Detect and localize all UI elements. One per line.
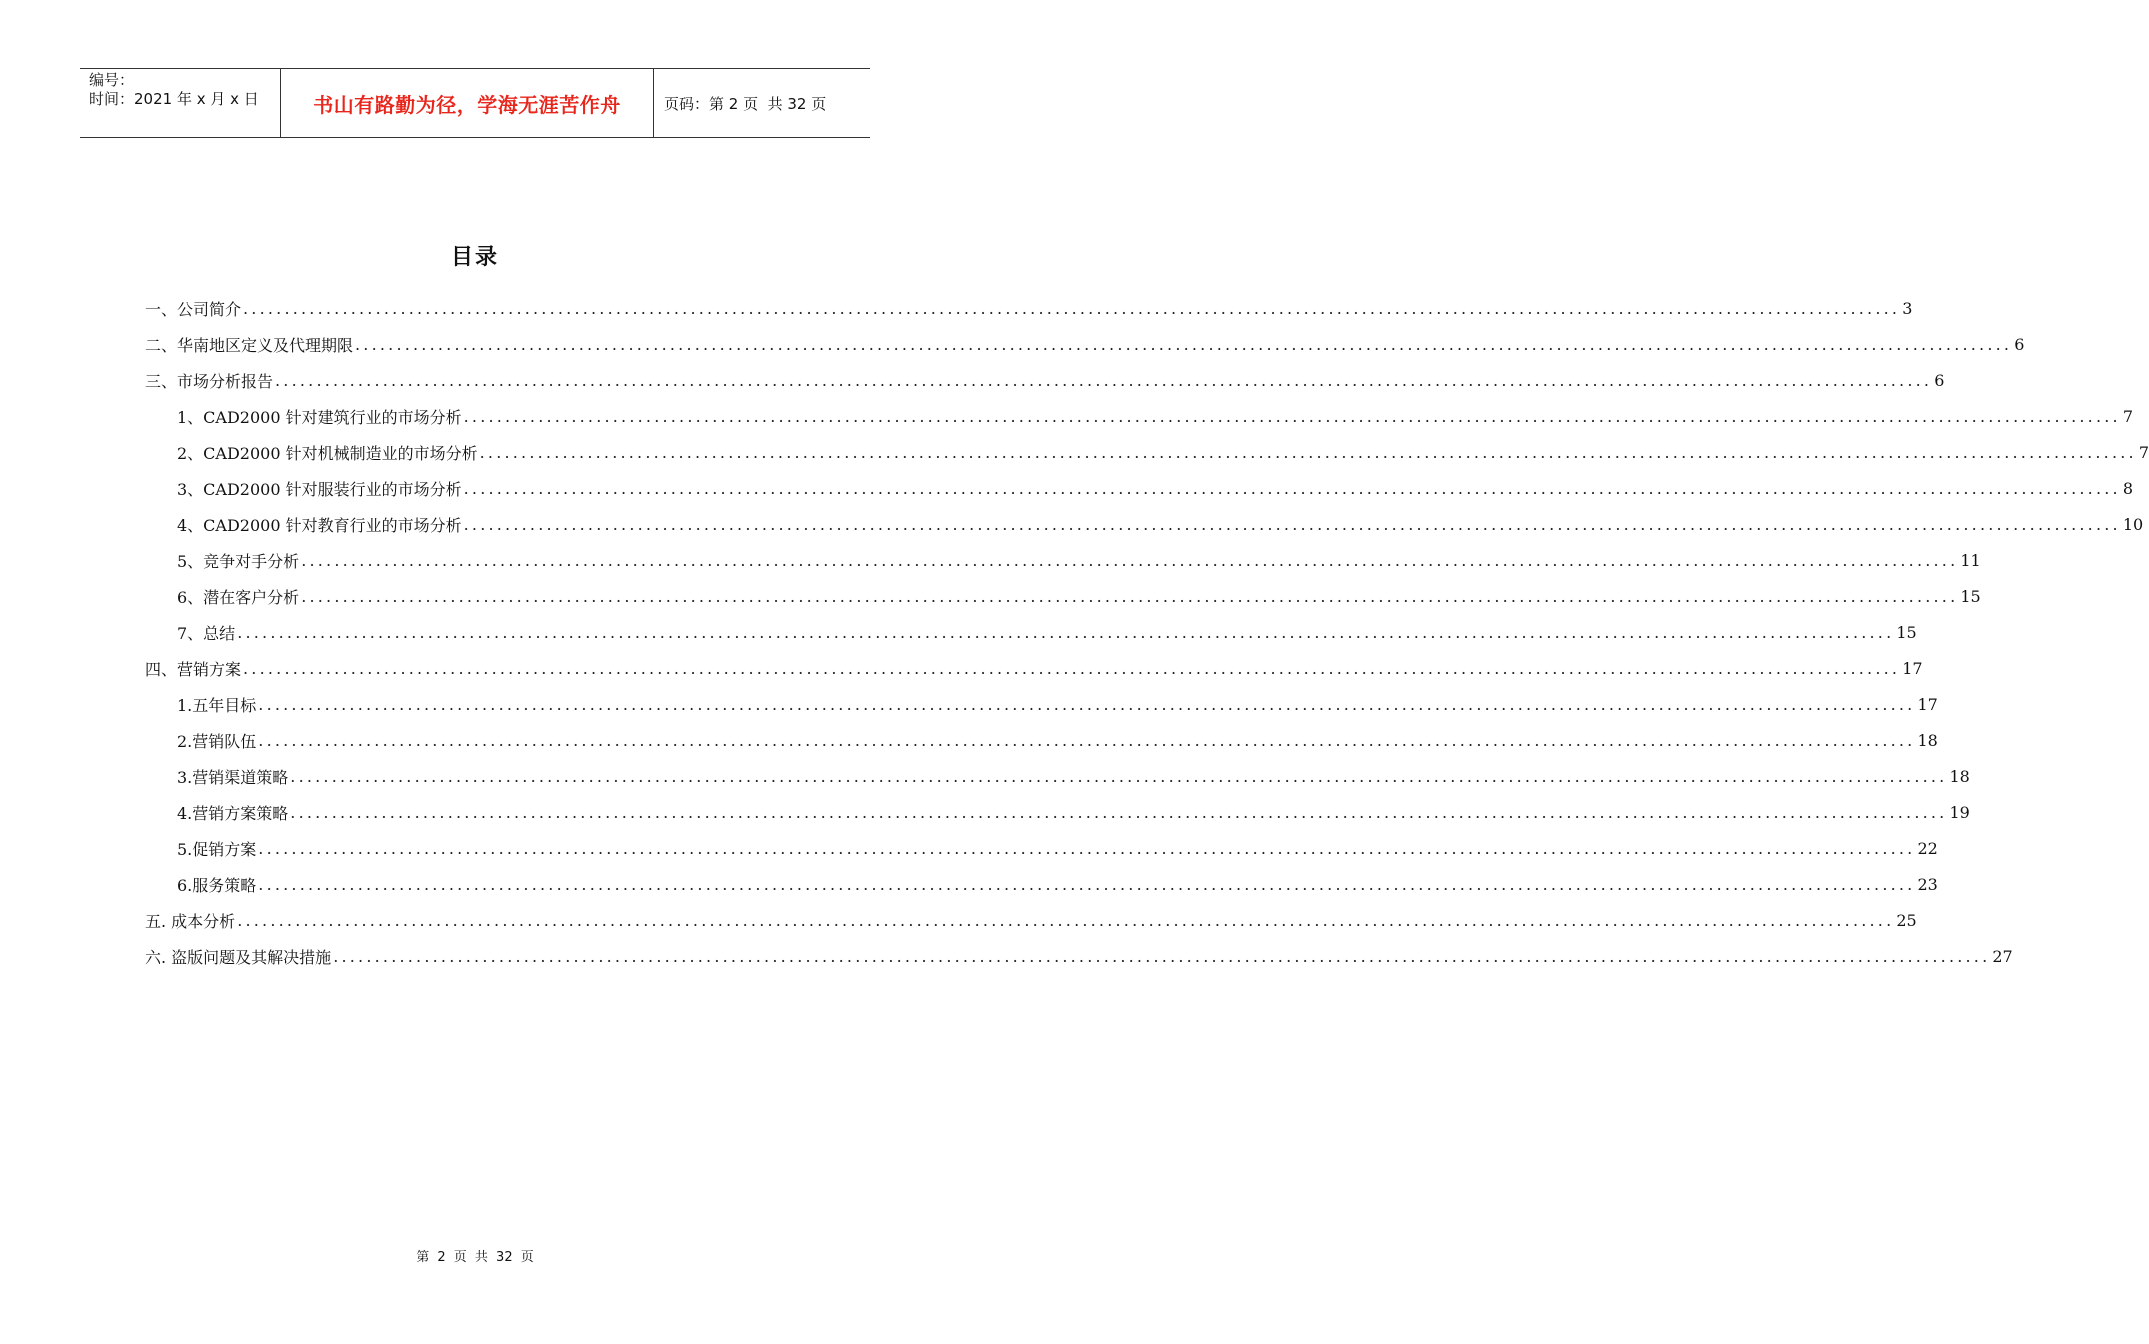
toc-entry[interactable]: [145, 578, 1981, 614]
toc-entry[interactable]: [145, 794, 1970, 830]
toc-dot-leader: ........................................................................................................................................................................................................: [258, 694, 1916, 714]
toc-dot-leader: ........................................................................................................................................................................................................: [355, 334, 2013, 354]
toc-title: 目录: [450, 245, 499, 270]
toc-entry[interactable]: [145, 542, 1981, 578]
toc-entry[interactable]: [145, 686, 1938, 722]
toc-entry-label: 5、竞争对手分析: [177, 551, 300, 571]
toc-dot-leader: ........................................................................................................................................................................................................: [333, 946, 1991, 966]
toc-entry[interactable]: [145, 902, 1917, 938]
toc-entry[interactable]: [145, 830, 1938, 866]
toc-entry-label: 4.营销方案策略: [177, 803, 289, 823]
page-footer: 第 2 页 共 32 页: [416, 1250, 534, 1265]
toc-entry[interactable]: [145, 650, 1923, 686]
header-page-cell: [654, 69, 870, 137]
toc-dot-leader: ........................................................................................................................................................................................................: [258, 730, 1916, 750]
table-of-contents: [145, 290, 2149, 974]
toc-entry-page: 6: [1934, 370, 1945, 390]
toc-entry[interactable]: [145, 866, 1938, 902]
toc-dot-leader: ........................................................................................................................................................................................................: [463, 478, 2121, 498]
toc-dot-leader: ........................................................................................................................................................................................................: [258, 838, 1916, 858]
toc-dot-leader: ........................................................................................................................................................................................................: [301, 586, 1959, 606]
toc-entry-page: 18: [1917, 730, 1938, 750]
toc-entry-label: 7、总结: [177, 623, 236, 643]
toc-entry-page: 7: [2138, 442, 2149, 462]
toc-entry-label: 1.五年目标: [177, 695, 257, 715]
toc-entry-page: 7: [2122, 406, 2133, 426]
toc-entry-page: 15: [1896, 622, 1917, 642]
toc-dot-leader: ........................................................................................................................................................................................................: [290, 766, 1948, 786]
toc-entry-label: 2.营销队伍: [177, 731, 257, 751]
toc-entry-label: 6、潜在客户分析: [177, 587, 300, 607]
toc-entry-page: 19: [1949, 802, 1970, 822]
header-motto: 书山有路勤为径，学海无涯苦作舟: [313, 92, 621, 117]
toc-entry-page: 6: [2014, 334, 2025, 354]
toc-entry-page: 15: [1960, 586, 1981, 606]
toc-dot-leader: ........................................................................................................................................................................................................: [258, 874, 1916, 894]
toc-entry-page: 27: [1992, 946, 2013, 966]
toc-entry-page: 10: [2122, 514, 2144, 534]
toc-entry[interactable]: [145, 470, 2133, 506]
toc-entry-page: 18: [1949, 766, 1970, 786]
toc-entry-label: 二、华南地区定义及代理期限: [145, 335, 354, 355]
toc-dot-leader: ........................................................................................................................................................................................................: [275, 370, 1933, 390]
toc-dot-leader: ........................................................................................................................................................................................................: [479, 442, 2137, 462]
toc-entry-label: 四、营销方案: [145, 659, 242, 679]
toc-entry-page: 22: [1917, 838, 1938, 858]
toc-entry[interactable]: [145, 326, 2025, 362]
toc-entry-label: 五. 成本分析: [145, 911, 236, 931]
toc-dot-leader: ........................................................................................................................................................................................................: [301, 550, 1959, 570]
toc-dot-leader: ........................................................................................................................................................................................................: [463, 406, 2121, 426]
header-time-label: 时间：2021 年 x 月 x 日: [89, 90, 259, 108]
toc-entry[interactable]: [145, 506, 2144, 542]
toc-entry-page: 23: [1917, 874, 1938, 894]
toc-entry-label: 6.服务策略: [177, 875, 257, 895]
toc-entry-label: 六. 盗版问题及其解决措施: [145, 947, 332, 967]
toc-entry-page: 8: [2122, 478, 2133, 498]
toc-dot-leader: ........................................................................................................................................................................................................: [290, 802, 1948, 822]
toc-entry-label: 三、市场分析报告: [145, 371, 274, 391]
header-motto-cell: [281, 69, 654, 137]
toc-dot-leader: ........................................................................................................................................................................................................: [237, 622, 1895, 642]
toc-entry-page: 17: [1917, 694, 1938, 714]
toc-entry[interactable]: [145, 434, 2149, 470]
header-page-info: 页码：第 2 页 共 32 页: [664, 94, 827, 113]
toc-entry[interactable]: [145, 398, 2133, 434]
toc-entry[interactable]: [145, 722, 1938, 758]
toc-entry-label: 5.促销方案: [177, 839, 257, 859]
toc-entry-page: 11: [1960, 550, 1981, 570]
toc-entry-page: 17: [1902, 658, 1923, 678]
toc-entry-page: 3: [1902, 298, 1913, 318]
toc-entry[interactable]: [145, 938, 2013, 974]
toc-entry-label: 1、CAD2000 针对建筑行业的市场分析: [177, 407, 462, 427]
document-header: [80, 68, 870, 138]
toc-entry-label: 4、CAD2000 针对教育行业的市场分析: [177, 515, 462, 535]
header-meta-cell: [80, 69, 281, 137]
toc-entry-label: 一、公司简介: [145, 299, 242, 319]
toc-dot-leader: ........................................................................................................................................................................................................: [243, 658, 1901, 678]
toc-dot-leader: ........................................................................................................................................................................................................: [463, 514, 2121, 534]
toc-entry-label: 2、CAD2000 针对机械制造业的市场分析: [177, 443, 478, 463]
toc-entry-label: 3、CAD2000 针对服装行业的市场分析: [177, 479, 462, 499]
toc-dot-leader: ........................................................................................................................................................................................................: [237, 910, 1895, 930]
toc-entry-label: 3.营销渠道策略: [177, 767, 289, 787]
toc-entry[interactable]: [145, 614, 1917, 650]
toc-entry[interactable]: [145, 290, 1913, 326]
toc-entry[interactable]: [145, 362, 1945, 398]
header-number-label: 编号：: [89, 71, 135, 89]
toc-entry[interactable]: [145, 758, 1970, 794]
toc-dot-leader: ........................................................................................................................................................................................................: [243, 298, 1901, 318]
toc-entry-page: 25: [1896, 910, 1917, 930]
